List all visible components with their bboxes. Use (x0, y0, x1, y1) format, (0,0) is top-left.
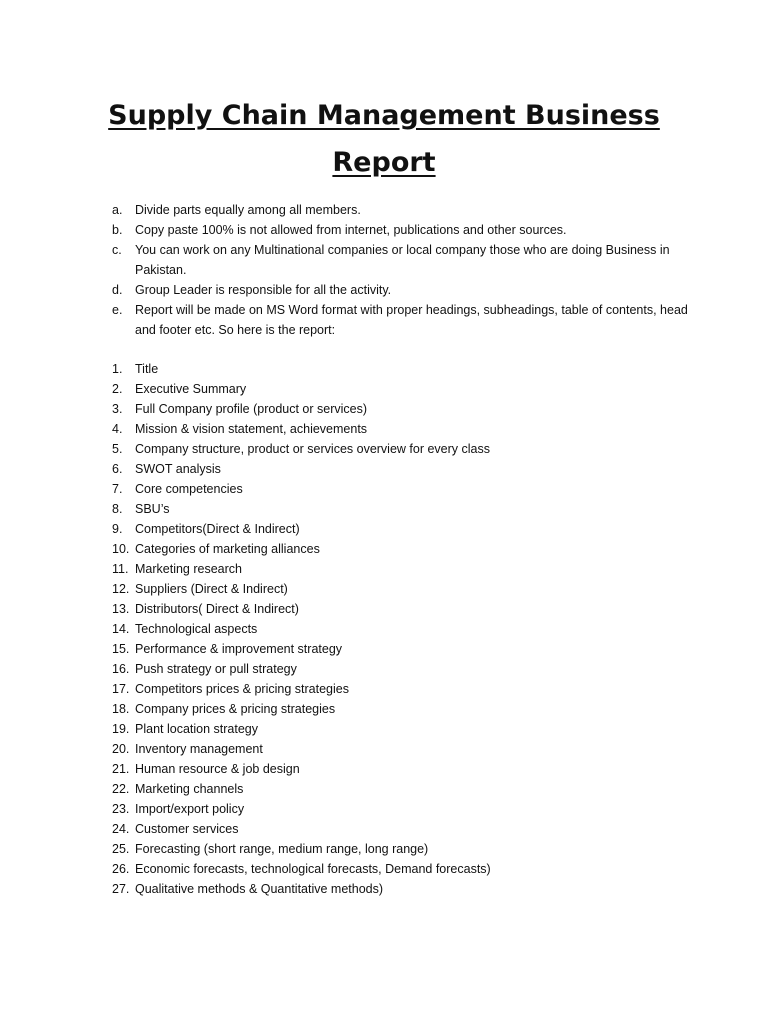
section-text: Competitors prices & pricing strategies (135, 682, 349, 696)
section-item (0, 759, 695, 779)
section-item (0, 479, 695, 499)
list-marker: a. (112, 203, 123, 217)
report-sections-list (0, 359, 695, 899)
list-marker: 8. (112, 502, 123, 516)
instruction-item (0, 240, 695, 280)
section-text: Competitors(Direct & Indirect) (135, 522, 300, 536)
list-marker: 26. (112, 862, 130, 876)
section-text: Company prices & pricing strategies (135, 702, 336, 716)
section-text: Executive Summary (135, 382, 247, 396)
document-title-line-1: Supply Chain Management Business (108, 100, 660, 131)
section-item (0, 659, 695, 679)
section-item (0, 619, 695, 639)
list-marker: 11. (112, 562, 129, 576)
section-text: Core competencies (135, 482, 243, 496)
instruction-item (0, 280, 695, 300)
section-text: Qualitative methods & Quantitative methods) (135, 882, 384, 896)
section-item (0, 459, 695, 479)
instruction-text: You can work on any Multinational companies or local company those who are doing Business in Pakistan. (135, 243, 670, 277)
list-marker: 25. (112, 842, 130, 856)
list-marker: 16. (112, 662, 130, 676)
section-text: Human resource & job design (135, 762, 300, 776)
section-item (0, 859, 695, 879)
section-item (0, 699, 695, 719)
section-text: Marketing channels (135, 782, 244, 796)
list-marker: e. (112, 303, 123, 317)
instructions-list (0, 200, 695, 340)
list-marker: 3. (112, 402, 123, 416)
instruction-item (0, 300, 695, 340)
list-marker: d. (112, 283, 123, 297)
list-marker: 14. (112, 622, 130, 636)
list-marker: 21. (112, 762, 130, 776)
instruction-text: Copy paste 100% is not allowed from internet, publications and other sources. (135, 223, 567, 237)
list-marker: 2. (112, 382, 123, 396)
instruction-item (0, 220, 695, 240)
list-marker: b. (112, 223, 123, 237)
list-marker: 13. (112, 602, 130, 616)
list-marker: 27. (112, 882, 130, 896)
document-title (96, 92, 672, 186)
section-text: SBU’s (135, 502, 170, 516)
list-marker: 4. (112, 422, 123, 436)
list-marker: 1. (112, 362, 123, 376)
section-item (0, 839, 695, 859)
section-item (0, 639, 695, 659)
instruction-text: Report will be made on MS Word format with proper headings, subheadings, table of contents, head and footer etc. So here is the report: (135, 303, 688, 337)
list-marker: 18. (112, 702, 130, 716)
section-item (0, 539, 695, 559)
section-text: Performance & improvement strategy (135, 642, 343, 656)
document-title-line-2: Report (332, 147, 436, 178)
section-item (0, 719, 695, 739)
list-marker: 19. (112, 722, 130, 736)
section-text: Title (135, 362, 159, 376)
section-text: Marketing research (135, 562, 242, 576)
list-marker: 17. (112, 682, 130, 696)
list-marker: 15. (112, 642, 130, 656)
section-text: Distributors( Direct & Indirect) (135, 602, 299, 616)
list-marker: 10. (112, 542, 130, 556)
instruction-text: Group Leader is responsible for all the activity. (135, 283, 392, 297)
section-text: Categories of marketing alliances (135, 542, 320, 556)
section-text: Inventory management (135, 742, 263, 756)
section-item (0, 879, 695, 899)
section-item (0, 799, 695, 819)
section-text: Forecasting (short range, medium range, long range) (135, 842, 429, 856)
instruction-text: Divide parts equally among all members. (135, 203, 361, 217)
section-item (0, 419, 695, 439)
section-text: Import/export policy (135, 802, 245, 816)
section-item (0, 579, 695, 599)
list-marker: 20. (112, 742, 130, 756)
instruction-item (0, 200, 695, 220)
section-item (0, 739, 695, 759)
list-marker: 6. (112, 462, 123, 476)
list-marker: 7. (112, 482, 123, 496)
section-text: Mission & vision statement, achievements (135, 422, 368, 436)
section-item (0, 679, 695, 699)
section-item (0, 779, 695, 799)
section-item (0, 359, 695, 379)
section-text: Full Company profile (product or services) (135, 402, 368, 416)
section-item (0, 559, 695, 579)
list-marker: 22. (112, 782, 130, 796)
section-item (0, 819, 695, 839)
section-text: Suppliers (Direct & Indirect) (135, 582, 288, 596)
list-marker: c. (112, 243, 122, 257)
section-text: Company structure, product or services overview for every class (135, 442, 490, 456)
section-item (0, 399, 695, 419)
section-text: Customer services (135, 822, 239, 836)
section-text: SWOT analysis (135, 462, 221, 476)
list-marker: 23. (112, 802, 130, 816)
section-text: Push strategy or pull strategy (135, 662, 297, 676)
section-item (0, 599, 695, 619)
section-text: Technological aspects (135, 622, 258, 636)
section-item (0, 379, 695, 399)
list-marker: 12. (112, 582, 130, 596)
section-item (0, 499, 695, 519)
list-marker: 9. (112, 522, 123, 536)
section-item (0, 519, 695, 539)
section-text: Plant location strategy (135, 722, 258, 736)
section-text: Economic forecasts, technological forecasts, Demand forecasts) (135, 862, 491, 876)
section-item (0, 439, 695, 459)
list-marker: 24. (112, 822, 130, 836)
list-marker: 5. (112, 442, 123, 456)
